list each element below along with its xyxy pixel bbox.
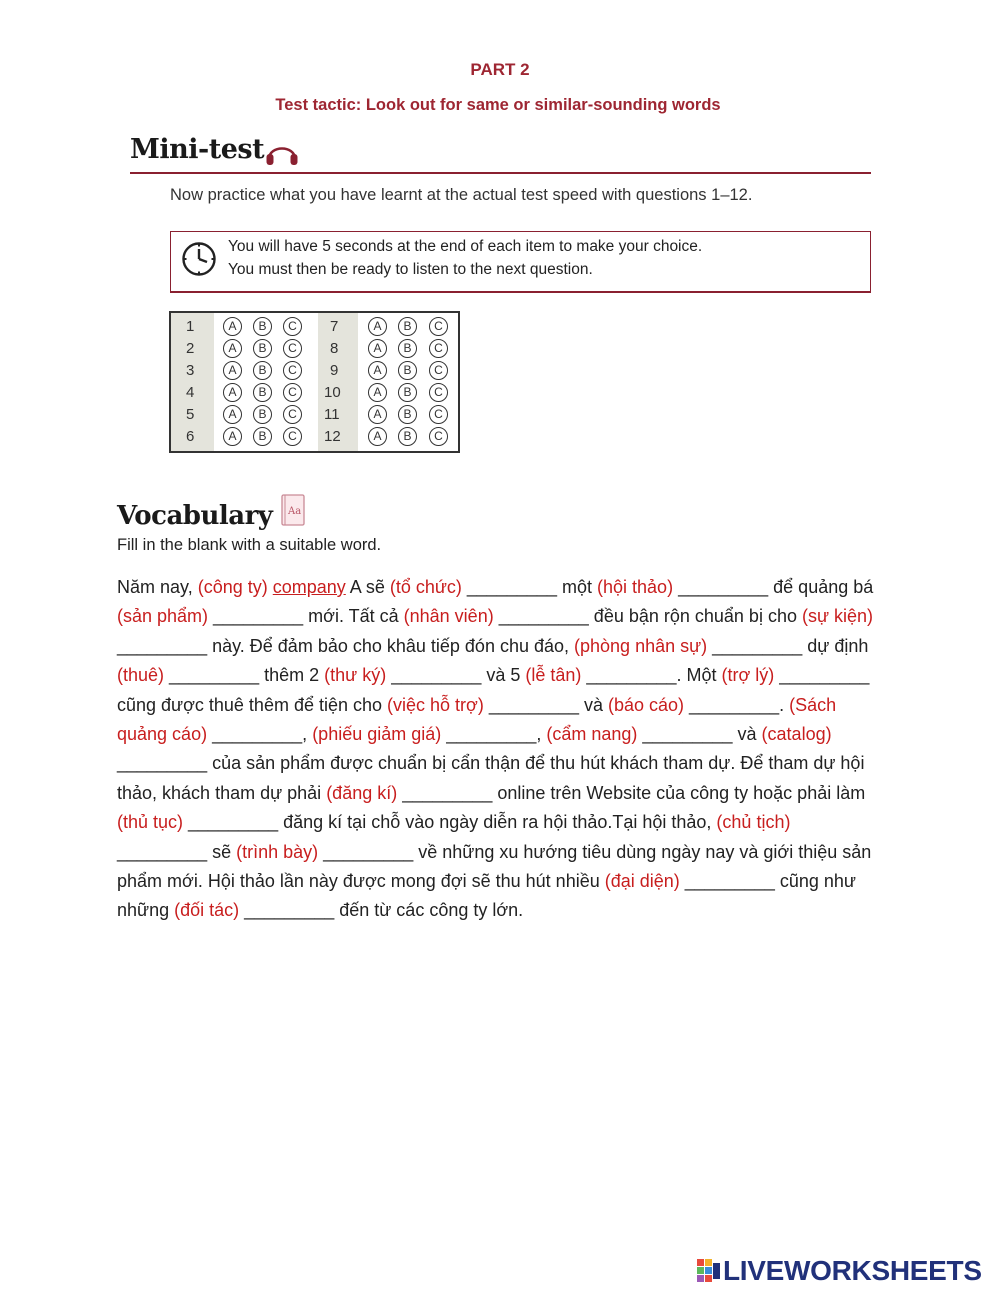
passage-text: _________ và [483,694,608,715]
passage-text: _________ và [637,724,762,745]
hint-word: (cẩm nang) [546,724,638,745]
question-number: 9 [330,362,339,379]
hint-word: (chủ tịch) [716,812,791,833]
hint-word: (tổ chức) [389,577,462,597]
answer-row [171,360,458,382]
answer-bubble-c[interactable]: C [283,317,302,336]
answer-bubble-c[interactable]: C [283,383,302,402]
vocabulary-title: Vocabulary [117,501,273,531]
answer-row [171,338,458,360]
question-number: 2 [186,340,195,357]
passage-text: _________ và 5 [386,665,526,686]
hint-word: (trợ lý) [721,665,775,686]
answer-bubble-b[interactable]: B [253,383,272,402]
hint-word: (thủ tục) [117,812,184,833]
practice-text: Now practice what you have learnt at the actual test speed with questions 1–12. [170,186,753,204]
answer-bubble-a[interactable]: A [223,339,242,358]
hint-word: (đăng kí) [326,782,398,803]
answer-bubble-a[interactable]: A [368,383,387,402]
answer-bubble-c[interactable]: C [429,361,448,380]
notice-line-1: You will have 5 seconds at the end of each item to make your choice. [228,238,703,255]
answer-bubble-b[interactable]: B [253,317,272,336]
answer-bubble-b[interactable]: B [398,405,417,424]
answer-bubble-b[interactable]: B [398,361,417,380]
question-number: 11 [324,406,340,423]
question-number: 10 [324,384,341,401]
dictionary-icon [280,494,306,526]
answer-bubble-b[interactable]: B [253,361,272,380]
mini-test-rule [130,172,871,174]
answer-bubble-c[interactable]: C [283,361,302,380]
passage-text: _________. Một [581,665,722,686]
hint-word: (trình bày) [236,841,319,862]
hint-word: (catalog) [761,724,832,745]
answer-bubble-c[interactable]: C [283,405,302,424]
answer-bubble-c[interactable]: C [429,339,448,358]
passage-text: _________, [207,724,313,745]
answer-bubble-a[interactable]: A [368,405,387,424]
instruction: Fill in the blank with a suitable word. [117,536,382,554]
answer-row [171,316,458,338]
hint-word: (thư ký) [324,665,387,686]
question-number: 5 [186,406,195,423]
passage-text: _________ online trên Website của công ty hoặc phải làm [397,782,866,803]
passage-text: _________ đến từ các công ty lớn. [239,900,524,921]
answer-grid [169,311,460,453]
hint-word: (đối tác) [174,900,240,921]
passage-text: _________ để quảng bá [673,577,874,597]
question-number: 8 [330,340,339,357]
vocabulary-passage [117,573,885,926]
answer-bubble-c[interactable]: C [429,427,448,446]
headphones-icon [264,137,300,167]
answer-bubble-c[interactable]: C [283,427,302,446]
passage-text: _________. [684,694,790,715]
answer-bubble-b[interactable]: B [253,339,272,358]
answer-bubble-b[interactable]: B [398,427,417,446]
passage-text: _________ đều bận rộn chuẩn bị cho [493,606,802,627]
passage-text: _________ mới. Tất cả [208,606,404,627]
passage-text: _________ một [461,577,598,597]
passage-text: _________ cũng như những [117,871,856,921]
passage-text: _________ dự định [707,635,869,656]
hint-word: (sản phẩm) [117,606,209,627]
hint-word: (báo cáo) [607,694,685,715]
passage-text: _________, [441,724,547,745]
answer-bubble-a[interactable]: A [368,427,387,446]
question-number: 6 [186,428,195,445]
question-number: 7 [330,318,339,335]
question-number: 4 [186,384,195,401]
notice-line-2: You must then be ready to listen to the next question. [228,261,593,278]
answer-bubble-a[interactable]: A [223,405,242,424]
passage-text: _________ về những xu hướng tiêu dùng ngày nay và giới thiệu sản phẩm mới. Hội thảo lần này được mong đợi sẽ thu hút nhiều [117,841,872,892]
hint-word: (sự kiện) [801,606,874,627]
hint-word: (hội thảo) [597,577,674,597]
answer-bubble-b[interactable]: B [253,405,272,424]
passage-text: _________ thêm 2 [164,665,325,686]
svg-text:Aa: Aa [288,506,302,517]
question-number: 12 [324,428,341,445]
answer-bubble-c[interactable]: C [283,339,302,358]
answer-bubble-a[interactable]: A [223,427,242,446]
hint-word: (đại diện) [604,871,680,892]
hint-word: (phòng nhân sự) [574,635,708,656]
passage-text: Năm nay, [117,577,198,597]
answer-bubble-a[interactable]: A [368,361,387,380]
hint-word: (thuê) [117,665,165,686]
passage-text: _________ sẽ [117,841,237,862]
mini-test-title: Mini-test [130,134,265,165]
passage-text: _________ của sản phẩm được chuẩn bị cẩn thận để thu hút khách tham dự. Để tham dự hội thảo, khách tham dự phải [117,753,865,803]
part-label: PART 2 [470,60,530,79]
answer-bubble-b[interactable]: B [398,317,417,336]
hint-word: (việc hỗ trợ) [387,694,484,715]
answer-bubble-a[interactable]: A [223,361,242,380]
answer-field[interactable]: company [272,577,346,597]
logo-text: LIVEWORKSHEETS [723,1255,982,1286]
answer-row [171,426,458,448]
answer-bubble-c[interactable]: C [429,383,448,402]
answer-row [171,382,458,404]
hint-word: (công ty) [197,577,268,597]
answer-bubble-b[interactable]: B [398,383,417,402]
question-number: 1 [186,318,195,335]
answer-bubble-c[interactable]: C [429,405,448,424]
passage-text: _________ cũng được thuê thêm để tiện cho [117,665,870,715]
hint-word: (lễ tân) [525,665,582,686]
answer-row [171,404,458,426]
question-number: 3 [186,362,195,379]
hint-word: (phiếu giảm giá) [312,724,442,745]
logo-icon [697,1259,721,1283]
clock-icon [181,241,217,277]
answer-bubble-b[interactable]: B [398,339,417,358]
answer-bubble-a[interactable]: A [368,317,387,336]
answer-bubble-a[interactable]: A [368,339,387,358]
answer-bubble-a[interactable]: A [223,383,242,402]
hint-word: (nhân viên) [403,606,494,627]
passage-text: A sẽ [345,577,390,597]
hint-word: (Sách quảng cáo) [117,694,837,745]
answer-bubble-c[interactable]: C [429,317,448,336]
answer-bubble-b[interactable]: B [253,427,272,446]
passage-text: _________ này. Để đảm bảo cho khâu tiếp đón chu đáo, [117,635,575,656]
answer-bubble-a[interactable]: A [223,317,242,336]
passage-text: _________ đăng kí tại chỗ vào ngày diễn ra hội thảo.Tại hội thảo, [183,812,717,833]
test-tactic: Test tactic: Look out for same or similar-sounding words [275,96,721,114]
